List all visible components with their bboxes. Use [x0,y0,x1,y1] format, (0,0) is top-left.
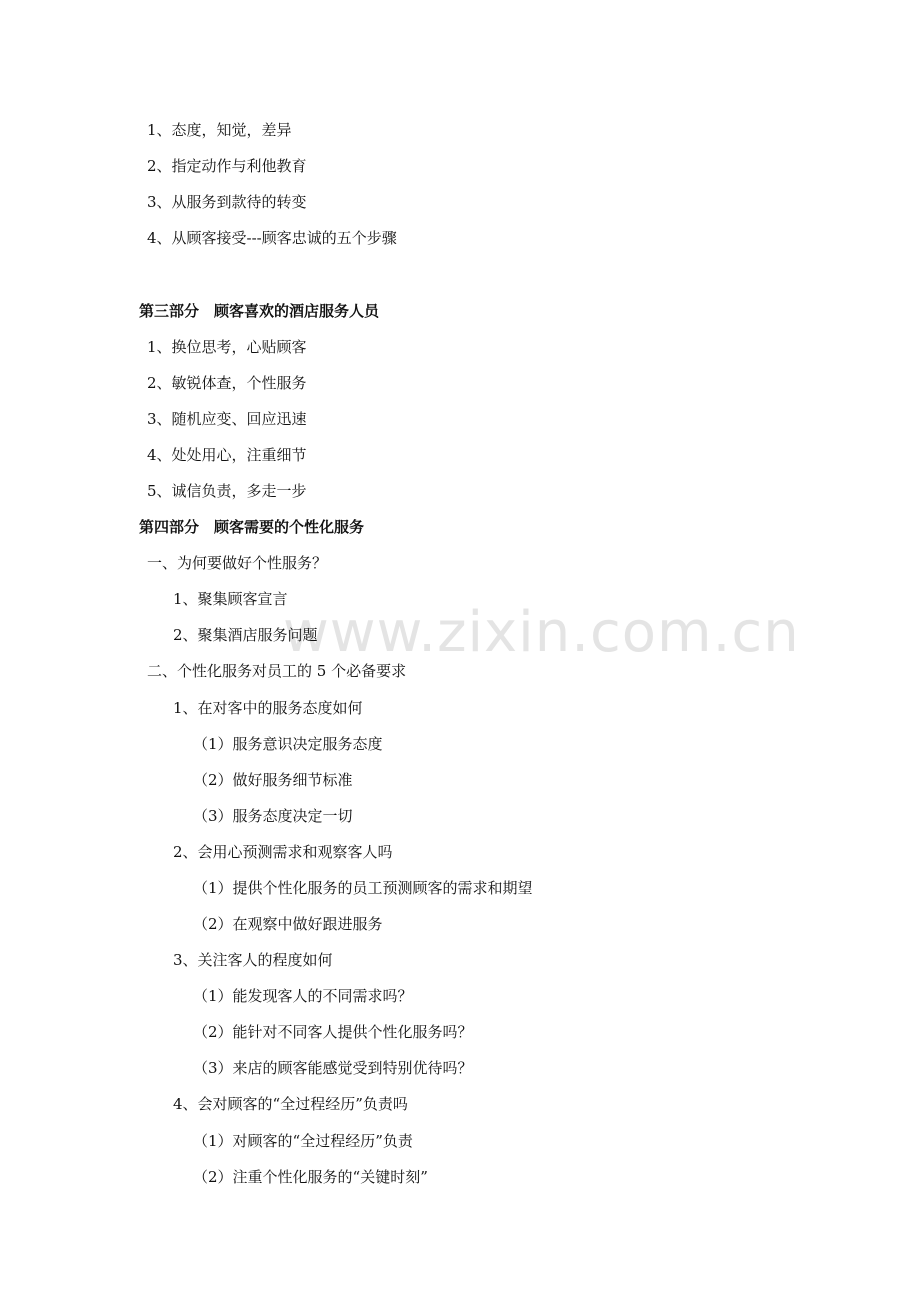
list-item: 4、从顾客接受---顾客忠诚的五个步骤 [147,229,397,247]
list-item: 4、会对顾客的“全过程经历”负责吗 [173,1095,408,1113]
list-item: 3、从服务到款待的转变 [147,193,307,211]
list-item: 2、会用心预测需求和观察客人吗 [173,843,393,861]
sub-list-item: （2）注重个性化服务的“关键时刻” [193,1168,428,1186]
subsection-heading: 二、个性化服务对员工的 5 个必备要求 [147,662,407,680]
sub-list-item: （2）做好服务细节标准 [193,771,353,789]
list-item: 5、诚信负责，多走一步 [147,482,307,500]
list-item: 4、处处用心，注重细节 [147,446,307,464]
list-item: 2、聚集酒店服务问题 [173,626,318,644]
list-item: 1、换位思考，心贴顾客 [147,338,307,356]
watermark: www.zixin.com.cn [283,600,800,665]
sub-list-item: （2）在观察中做好跟进服务 [193,915,383,933]
sub-list-item: （1）对顾客的“全过程经历”负责 [193,1132,413,1150]
sub-list-item: （1）服务意识决定服务态度 [193,735,383,753]
section-heading: 第三部分 顾客喜欢的酒店服务人员 [139,302,380,320]
sub-list-item: （3）服务态度决定一切 [193,807,353,825]
list-item: 2、指定动作与利他教育 [147,157,307,175]
section-heading: 第四部分 顾客需要的个性化服务 [139,518,365,536]
list-item: 3、关注客人的程度如何 [173,951,333,969]
list-item: 2、敏锐体查，个性服务 [147,374,307,392]
list-item: 1、聚集顾客宣言 [173,590,288,608]
list-item: 1、态度，知觉，差异 [147,121,292,139]
list-item: 1、在对客中的服务态度如何 [173,699,363,717]
subsection-heading: 一、为何要做好个性服务？ [147,554,328,572]
list-item: 3、随机应变、回应迅速 [147,410,307,428]
sub-list-item: （1）提供个性化服务的员工预测顾客的需求和期望 [193,879,533,897]
sub-list-item: （2）能针对不同客人提供个性化服务吗？ [193,1023,473,1041]
sub-list-item: （1）能发现客人的不同需求吗？ [193,987,413,1005]
sub-list-item: （3）来店的顾客能感觉受到特别优待吗？ [193,1059,473,1077]
